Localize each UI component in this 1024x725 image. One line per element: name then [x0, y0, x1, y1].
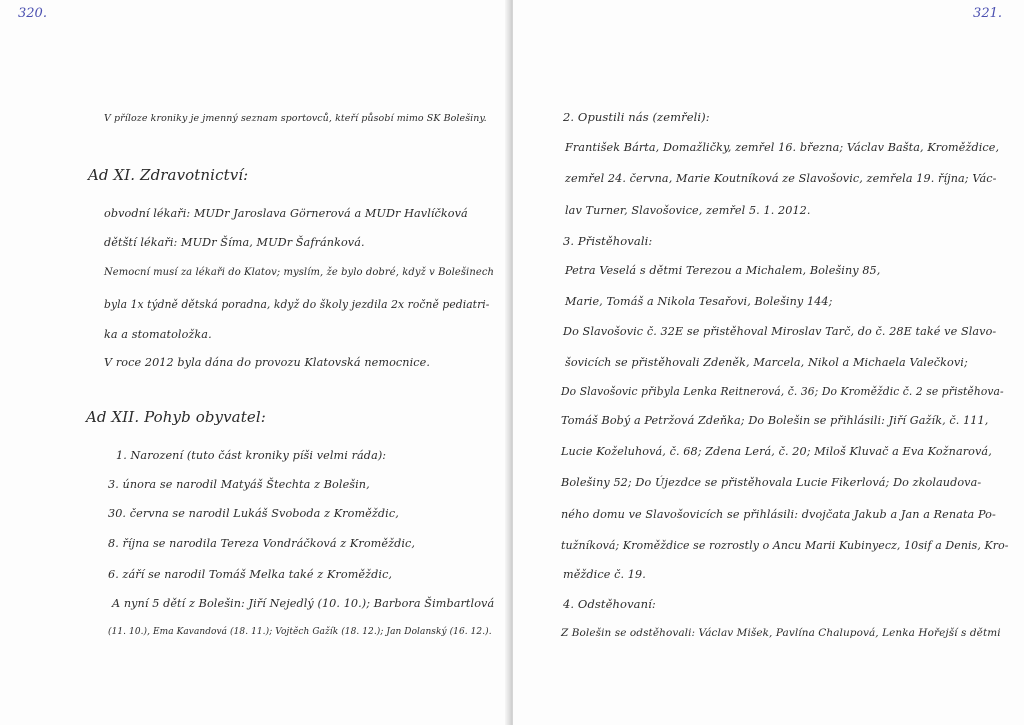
section-heading: Ad XII. Pohyb obyvatel:	[86, 408, 266, 426]
text-line: Nemocní musí za lékaři do Klatov; myslím, že bylo dobré, když v Bolešinech	[104, 267, 494, 278]
page-number: 321.	[973, 6, 1002, 21]
text-line: Bolešiny 52; Do Újezdce se přistěhovala Lucie Fikerlová; Do zkolaudova-	[561, 476, 982, 489]
text-line: obvodní lékaři: MUDr Jaroslava Görnerová a MUDr Havlíčková	[104, 207, 468, 220]
text-line: 3. února se narodil Matyáš Štechta z Bolešin,	[108, 478, 370, 491]
text-line: Lucie Koželuhová, č. 68; Zdena Lerá, č. 20; Miloš Kluvač a Eva Kožnarová,	[561, 445, 992, 458]
text-line: zemřel 24. června, Marie Koutníková ze Slavošovic, zemřela 19. října; Vác-	[565, 172, 997, 185]
text-line: 8. října se narodila Tereza Vondráčková z Kroměždic,	[108, 537, 416, 550]
text-line: Petra Veselá s dětmi Terezou a Michalem, Bolešiny 85,	[565, 264, 881, 277]
text-line: A nyní 5 dětí z Bolešin: Jiří Nejedlý (10. 10.); Barbora Šimbartlová	[112, 597, 495, 610]
text-line: byla 1x týdně dětská poradna, když do školy jezdila 2x ročně pediatri-	[104, 298, 490, 311]
text-line: tužníková; Kroměždice se rozrostly o Ancu Marii Kubinyecz, 10sif a Denis, Kro-	[561, 539, 1009, 552]
left-page	[0, 0, 509, 725]
text-line: Do Slavošovic č. 32E se přistěhoval Miroslav Tarč, do č. 28E také ve Slavo-	[563, 325, 997, 338]
text-line: 1. Narození (tuto část kroniky píši velmi ráda):	[116, 449, 387, 462]
text-line: ka a stomatoložka.	[104, 328, 212, 341]
right-page	[513, 0, 1024, 725]
text-line: Marie, Tomáš a Nikola Tesařovi, Bolešiny 144;	[565, 295, 833, 308]
text-line: 6. září se narodil Tomáš Melka také z Kroměždic,	[108, 568, 393, 581]
text-line: Z Bolešin se odstěhovali: Václav Mišek, Pavlína Chalupová, Lenka Hořejší s dětmi	[561, 627, 1001, 639]
text-line: V příloze kroniky je jmenný seznam sportovců, kteří působí mimo SK Bolešiny.	[104, 113, 487, 124]
section-heading: 3. Přistěhovali:	[563, 234, 653, 248]
section-heading: Ad XI. Zdravotnictví:	[88, 166, 249, 184]
text-line: ného domu ve Slavošovicích se přihlásili: dvojčata Jakub a Jan a Renata Po-	[561, 508, 996, 521]
text-line: šovicích se přistěhovali Zdeněk, Marcela, Nikol a Michaela Valečkovi;	[565, 356, 968, 369]
text-line: Do Slavošovic přibyla Lenka Reitnerová, č. 36; Do Kroměždic č. 2 se přistěhova-	[561, 385, 1004, 398]
text-line: měždice č. 19.	[563, 568, 646, 581]
text-line: lav Turner, Slavošovice, zemřel 5. 1. 2012.	[565, 204, 811, 217]
section-heading: 4. Odstěhovaní:	[563, 597, 656, 611]
text-line: 30. června se narodil Lukáš Svoboda z Kroměždic,	[108, 507, 399, 520]
text-line: Tomáš Bobý a Petržová Zdeňka; Do Bolešin se přihlásili: Jiří Gažík, č. 111,	[561, 414, 989, 427]
section-heading: 2. Opustili nás (zemřeli):	[563, 110, 710, 124]
page-number: 320.	[18, 6, 47, 21]
text-line: (11. 10.), Ema Kavandová (18. 11.); Vojtěch Gažík (18. 12.); Jan Dolanský (16. 12.).	[108, 627, 492, 637]
text-line: V roce 2012 byla dána do provozu Klatovská nemocnice.	[104, 356, 431, 369]
text-line: František Bárta, Domažličky, zemřel 16. března; Václav Bašta, Kroměždice,	[565, 141, 1000, 154]
text-line: dětští lékaři: MUDr Šíma, MUDr Šafránková.	[104, 236, 365, 249]
